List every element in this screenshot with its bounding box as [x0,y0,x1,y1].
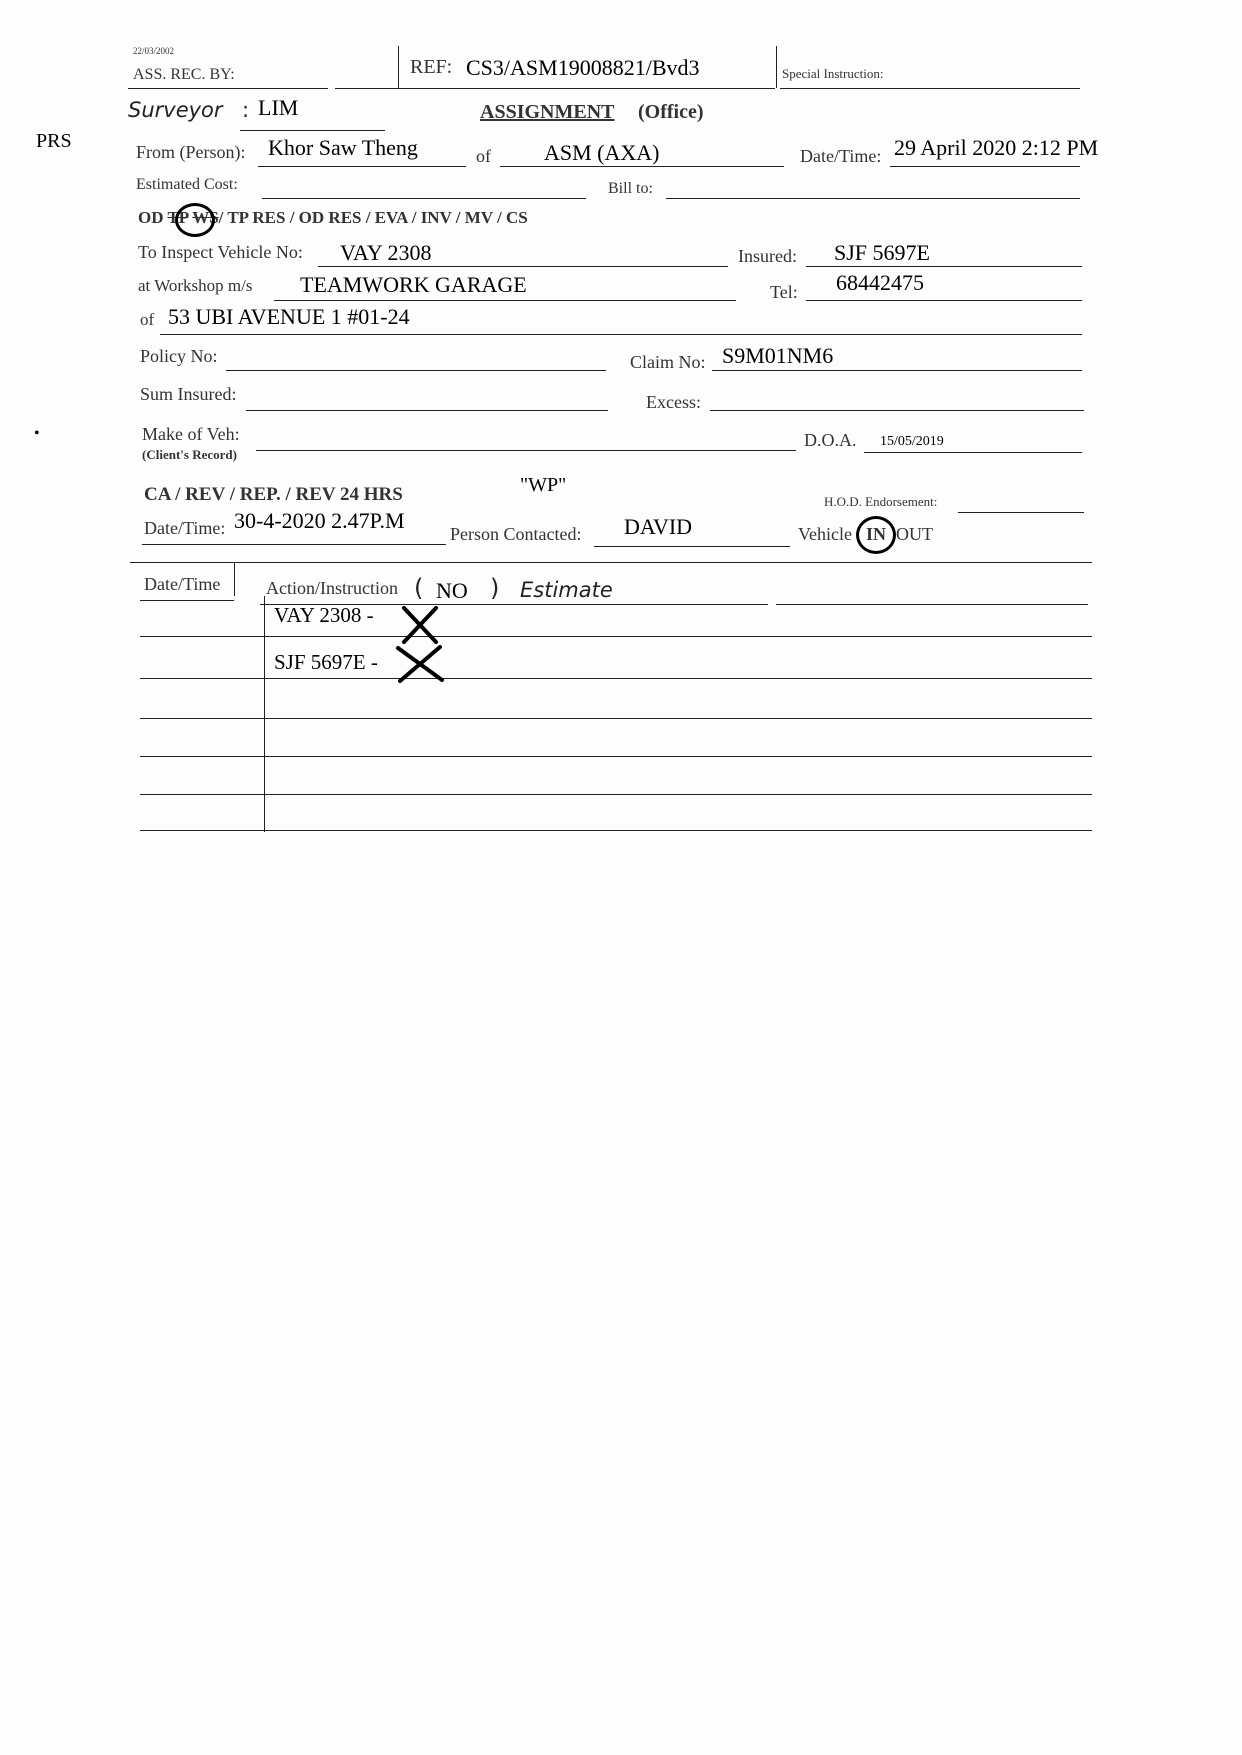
vehicle-out-option: OUT [896,524,933,544]
from-person-value: Khor Saw Theng [268,135,418,160]
type-rest: / TP RES / OD RES / EVA / INV / MV / CS [218,208,528,227]
person-contacted-label: Person Contacted: [450,524,582,544]
person-contacted-line [594,546,790,547]
table-col-action-header: Action/Instruction [266,578,398,598]
clients-record-label: (Client's Record) [142,447,237,462]
special-instruction-line [780,88,1080,89]
claim-no-label: Claim No: [630,352,706,372]
type-tp: TP [167,208,189,227]
table-row-line-2 [140,678,1092,679]
no-estimate-value: NO [436,578,468,603]
tel-label: Tel: [770,282,798,302]
special-instruction-label: Special Instruction: [782,66,884,81]
from-datetime-value: 29 April 2020 2:12 PM [894,135,1099,160]
policy-no-line [226,370,606,371]
tel-value: 68442475 [836,270,924,295]
surveyor-label: Surveyor [128,98,223,122]
estimate-handwritten: Estimate [520,578,613,602]
no-paren-close: ) [490,574,500,602]
from-person-line [258,166,466,167]
no-paren-open: ( [414,574,424,602]
action-row-1: VAY 2308 - [274,603,374,627]
doa-line [864,452,1082,453]
estimated-cost-line [262,198,586,199]
ass-rec-by-label: ASS. REC. BY: [133,66,235,83]
table-header-line-right [776,604,1088,605]
header-divider-right [776,46,777,88]
bill-to-line [666,198,1080,199]
surveyor-colon: : [242,98,250,122]
contact-datetime-line [142,544,446,545]
sum-insured-line [246,410,608,411]
table-row-line-3 [140,718,1092,719]
excess-label: Excess: [646,392,701,412]
doa-value: 15/05/2019 [880,434,944,449]
surveyor-value: LIM [258,95,299,120]
ref-line [335,88,775,89]
workshop-line [274,300,736,301]
person-contacted-value: DAVID [624,514,693,539]
workshop-value: TEAMWORK GARAGE [300,272,527,297]
address-of-label: of [140,310,155,329]
address-line [160,334,1082,335]
insured-label: Insured: [738,246,797,266]
policy-no-label: Policy No: [140,346,218,366]
from-of-label: of [476,146,491,166]
ref-label: REF: [410,56,453,78]
action-row-2: SJF 5697E - [274,650,378,674]
status-bottom-line [130,562,1092,563]
assignment-title: ASSIGNMENT [480,101,615,123]
cross-mark-icon [400,604,440,646]
claim-no-line [712,370,1082,371]
inspect-vehicle-line [318,266,728,267]
type-ws: WS [192,208,219,227]
contact-datetime-value: 30-4-2020 2.47P.M [234,508,405,533]
ass-rec-by-line [128,88,328,89]
header-divider-left [398,46,399,88]
from-person-label: From (Person): [136,142,246,162]
sum-insured-label: Sum Insured: [140,384,237,404]
make-of-vehicle-line [256,450,796,451]
claim-no-value: S9M01NM6 [722,343,834,368]
vehicle-in-circle [856,516,896,554]
table-header-divider-top [234,562,235,596]
cross-mark-icon [394,644,446,684]
table-column-divider [264,596,265,832]
vehicle-in-option: IN [866,524,887,544]
table-row-line-1 [140,636,1092,637]
address-value: 53 UBI AVENUE 1 #01-24 [168,304,410,329]
ref-value: CS3/ASM19008821/Bvd3 [466,55,700,80]
from-datetime-line [890,166,1080,167]
table-row-line-4 [140,756,1092,757]
hod-endorsement-line [958,512,1084,513]
hod-endorsement-label: H.O.D. Endorsement: [824,494,938,509]
inspect-vehicle-value: VAY 2308 [340,240,432,265]
table-row-line-5 [140,794,1092,795]
insured-value: SJF 5697E [834,240,930,265]
table-col-datetime-header: Date/Time [144,574,221,594]
table-row-line-6 [140,830,1092,831]
tp-selection-circle [175,203,215,237]
tel-line [806,300,1082,301]
prs-mark: PRS [36,130,72,152]
excess-line [710,410,1084,411]
inspect-vehicle-label: To Inspect Vehicle No: [138,242,303,262]
from-datetime-label: Date/Time: [800,146,882,166]
workshop-label: at Workshop m/s [138,276,253,295]
wp-note: "WP" [520,474,567,496]
table-header-line-left [140,600,234,601]
estimated-cost-label: Estimated Cost: [136,176,238,193]
from-of-value: ASM (AXA) [544,140,660,165]
make-of-vehicle-label: Make of Veh: [142,424,240,444]
from-of-line [500,166,784,167]
insured-line [806,266,1082,267]
bullet-mark: • [34,425,40,442]
ca-rev-rep-options: CA / REV / REP. / REV 24 HRS [144,484,403,505]
date-stamp: 22/03/2002 [133,46,175,56]
doa-label: D.O.A. [804,430,857,450]
vehicle-inout-label: Vehicle [798,524,852,544]
type-od: OD [138,208,164,227]
bill-to-label: Bill to: [608,180,653,197]
surveyor-line [240,130,385,131]
assignment-subtitle: (Office) [638,101,704,123]
contact-datetime-label: Date/Time: [144,518,226,538]
